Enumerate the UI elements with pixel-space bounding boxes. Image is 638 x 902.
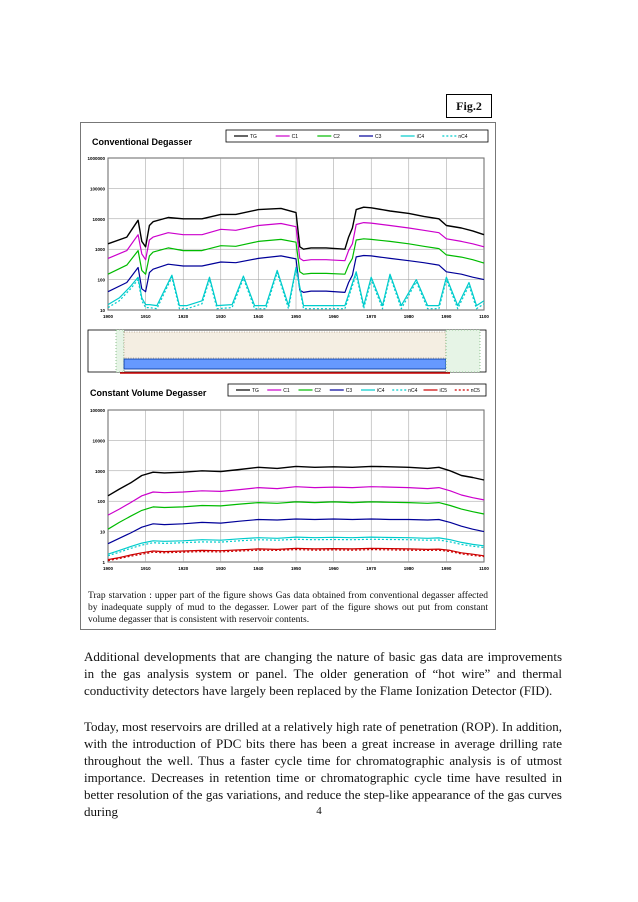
figure-caption: Trap starvation : upper part of the figure shows Gas data obtained from conventional degasser affected by inadequate supply of mud to the degasser. Lower part of the figure shows out put from constant volume degasser that is consistent with reservoir contents. xyxy=(88,591,488,625)
legend-label: TG xyxy=(252,388,259,394)
legend-box xyxy=(226,130,488,142)
x-tick-label: 1990 xyxy=(441,314,452,319)
y-tick-label: 100 xyxy=(97,499,105,505)
x-tick-label: 1940 xyxy=(253,314,264,319)
lithology-band xyxy=(88,330,486,373)
x-tick-label: 1920 xyxy=(178,314,189,319)
legend-label: C3 xyxy=(375,134,382,140)
x-tick-label: 1940 xyxy=(253,566,264,571)
chart-title: Conventional Degasser xyxy=(92,137,193,147)
x-tick-label: 1920 xyxy=(178,566,189,571)
paragraph: Today, most reservoirs are drilled at a relatively high rate of penetration (ROP). In addition, with the introduction of PDC bits there has been a great increase in average drilling rate throughout the well. Thus a faster cycle time for chromatographic analysis is of utmost importance. Decreases in retention time or chromatographic cycle time have resulted in better resolution of the gas variations, and reduce the step-like appearance of the gas curves during xyxy=(84,719,562,819)
figure-label: Fig.2 xyxy=(446,94,492,118)
x-tick-label: 1900 xyxy=(102,566,114,571)
legend-label: nC4 xyxy=(408,388,418,394)
x-tick-label: 1100 xyxy=(479,314,489,319)
y-tick-label: 1 xyxy=(102,560,105,565)
page-number: 4 xyxy=(316,805,322,817)
legend-label: iC4 xyxy=(416,134,425,140)
conventional-degasser-chart xyxy=(87,130,489,319)
legend-label: C2 xyxy=(314,388,321,394)
y-tick-labels xyxy=(90,408,106,565)
y-tick-labels xyxy=(87,156,105,313)
y-tick-label: 1000 xyxy=(94,468,105,474)
x-tick-label: 1970 xyxy=(366,314,377,319)
legend-label: C3 xyxy=(345,388,353,394)
y-tick-label: 100 xyxy=(97,277,105,283)
x-tick-label: 1960 xyxy=(328,314,339,319)
y-tick-label: 100000 xyxy=(89,408,105,413)
legend-label: C2 xyxy=(333,134,340,140)
x-tick-label: 1910 xyxy=(140,566,151,571)
legend-label: iC5 xyxy=(439,388,448,394)
x-tick-label: 1100 xyxy=(479,566,489,571)
legend-label: TG xyxy=(250,134,257,140)
legend-label: C1 xyxy=(291,134,299,140)
x-tick-labels xyxy=(103,566,489,571)
x-tick-label: 1990 xyxy=(441,566,452,571)
y-tick-label: 10 xyxy=(99,308,105,313)
x-tick-label: 1980 xyxy=(403,314,414,319)
y-tick-label: 1000000 xyxy=(87,156,105,161)
x-tick-label: 1950 xyxy=(290,314,302,319)
x-tick-label: 1970 xyxy=(366,566,377,571)
x-tick-label: 1930 xyxy=(215,566,226,571)
x-tick-label: 1960 xyxy=(328,566,339,571)
legend-label: nC4 xyxy=(458,134,468,140)
x-tick-label: 1910 xyxy=(140,314,151,319)
x-tick-label: 1900 xyxy=(102,314,114,319)
figure-charts xyxy=(80,122,494,590)
legend-label: C1 xyxy=(283,388,290,394)
chart-title: Constant Volume Degasser xyxy=(90,388,207,398)
legend-label: nC5 xyxy=(470,388,480,394)
legend-label: iC4 xyxy=(377,388,385,394)
y-tick-label: 1000 xyxy=(94,247,105,253)
x-tick-labels xyxy=(103,314,489,319)
paragraph: Additional developments that are changing the nature of basic gas data are improvements in the gas analysis system or panel. The older generation of “hot wire” and thermal conductivity detectors have largely been replaced by the Flame Ionization Detector (FID). xyxy=(84,649,562,698)
x-tick-label: 1950 xyxy=(290,566,302,571)
y-tick-label: 10000 xyxy=(92,216,105,222)
y-tick-label: 10000 xyxy=(92,438,105,444)
y-tick-label: 100000 xyxy=(89,186,105,192)
legend-box xyxy=(228,384,486,396)
x-tick-label: 1930 xyxy=(215,314,226,319)
x-tick-label: 1980 xyxy=(403,566,414,571)
constant-volume-degasser-chart xyxy=(90,384,489,571)
y-tick-label: 10 xyxy=(99,529,105,535)
